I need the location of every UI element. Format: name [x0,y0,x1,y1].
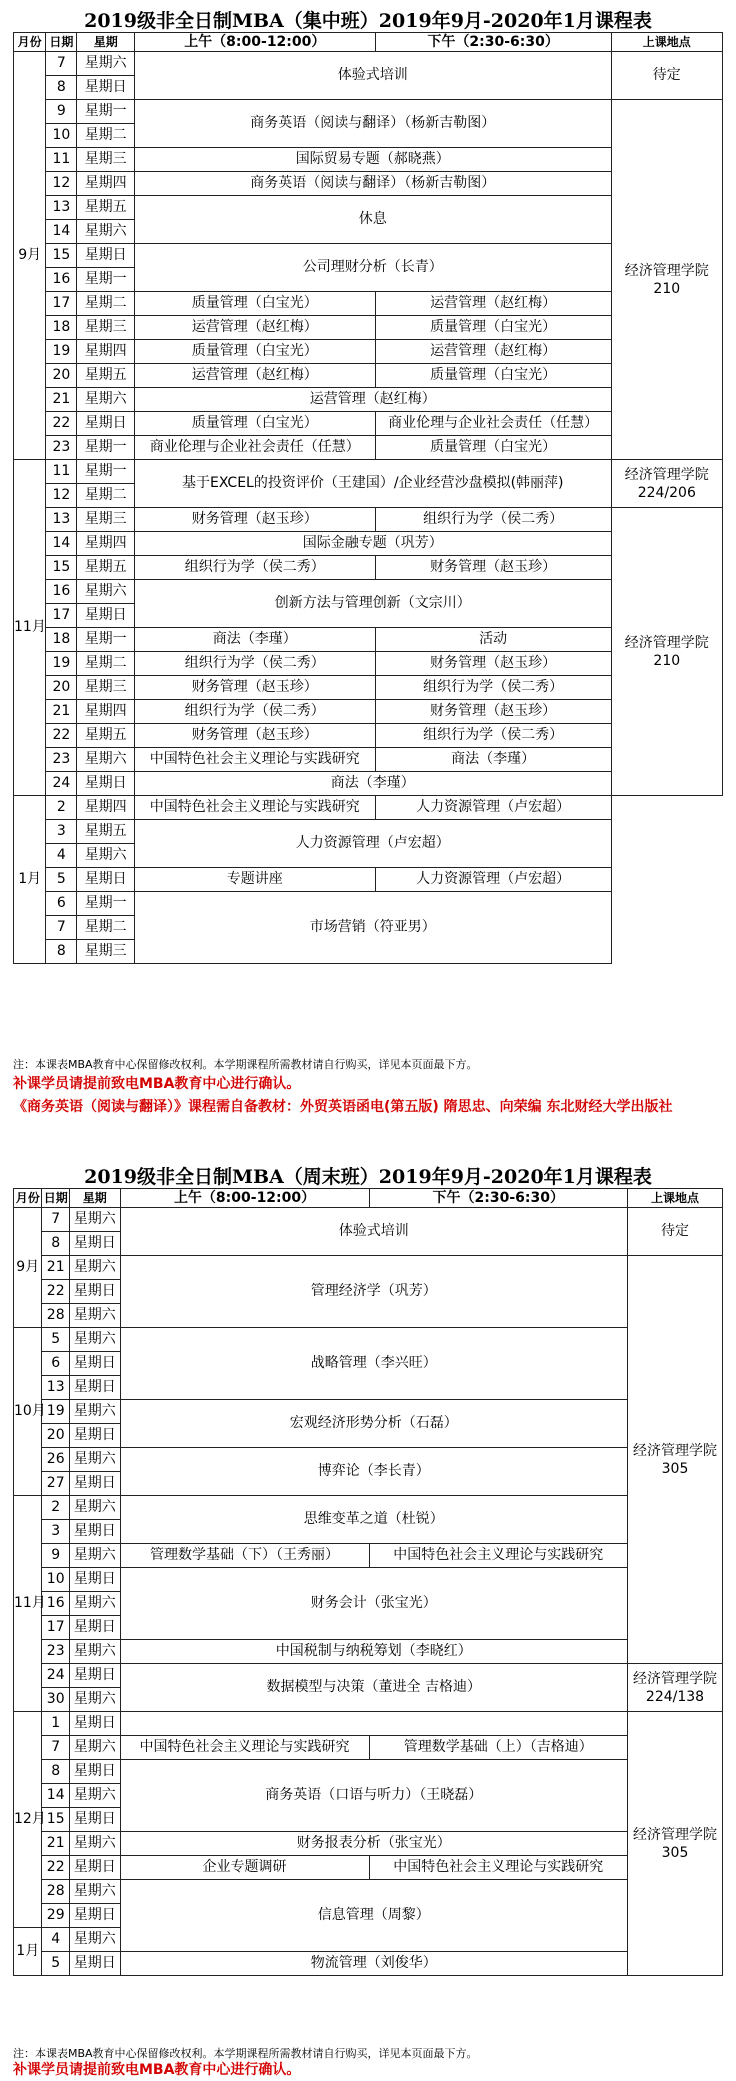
date-cell: 6 [42,1352,69,1376]
table-row [14,1568,723,1592]
weekday-cell: 星期六 [69,1208,120,1232]
course-cell: 质量管理（白宝光） [134,292,375,316]
course-cell: 中国税制与纳税筹划（李晓红） [120,1640,627,1664]
weekday-cell: 星期日 [69,1352,120,1376]
course-cell: 中国特色社会主义理论与实践研究 [369,1544,627,1568]
header-date: 日期 [46,33,77,52]
date-cell: 15 [46,556,77,580]
date-cell: 2 [42,1496,69,1520]
date-cell: 2 [46,796,77,820]
date-cell: 13 [46,508,77,532]
course-cell: 商法（李瑾） [134,772,611,796]
weekday-cell: 星期一 [77,268,134,292]
date-cell: 7 [42,1736,69,1760]
course-cell: 国际金融专题（巩芳） [134,532,611,556]
header-afternoon: 下午（2:30-6:30） [369,1189,627,1208]
location-cell: 待定 [611,52,722,100]
course-cell: 商法（李瑾） [375,748,611,772]
date-cell: 27 [42,1472,69,1496]
course-cell: 管理数学基础（下）（王秀丽） [120,1544,369,1568]
weekday-cell: 星期六 [77,388,134,412]
weekday-cell: 星期五 [77,196,134,220]
weekday-cell: 星期一 [77,460,134,484]
date-cell: 21 [42,1256,69,1280]
month-cell: 9月 [14,52,46,460]
date-cell: 16 [46,580,77,604]
date-cell: 22 [46,724,77,748]
table-row [14,1712,723,1736]
date-cell: 23 [42,1640,69,1664]
date-cell: 10 [46,124,77,148]
month-cell: 11月 [14,460,46,796]
table-row [14,1760,723,1784]
date-cell: 9 [42,1544,69,1568]
weekday-cell: 星期三 [77,148,134,172]
date-cell: 6 [46,892,77,916]
schedule-table-weekend [13,1188,723,1976]
month-cell: 1月 [14,1928,42,1976]
table-row [14,1736,723,1760]
course-cell: 组织行为学（侯二秀） [375,724,611,748]
course-cell: 管理数学基础（上）（吉格迪） [369,1736,627,1760]
table-row [14,1664,723,1688]
date-cell: 8 [42,1232,69,1256]
date-cell: 16 [46,268,77,292]
date-cell: 14 [46,220,77,244]
course-cell: 中国特色社会主义理论与实践研究 [134,748,375,772]
course-cell: 人力资源管理（卢宏超） [375,868,611,892]
date-cell: 30 [42,1688,69,1712]
date-cell: 17 [46,292,77,316]
location-cell: 经济管理学院210 [611,508,722,796]
weekday-cell: 星期六 [69,1592,120,1616]
date-cell: 19 [46,340,77,364]
table-row [14,820,723,844]
date-cell: 24 [46,772,77,796]
date-cell: 14 [42,1784,69,1808]
course-cell: 宏观经济形势分析（石磊） [120,1400,627,1448]
weekday-cell: 星期日 [69,1808,120,1832]
weekday-cell: 星期日 [69,1712,120,1736]
course-cell: 信息管理（周黎） [120,1880,627,1952]
weekday-cell: 星期四 [77,172,134,196]
header-weekday: 星期 [77,33,134,52]
course-cell: 公司理财分析（长青） [134,244,611,292]
weekday-cell: 星期四 [77,340,134,364]
weekday-cell: 星期日 [69,1760,120,1784]
location-cell: 待定 [628,1208,723,1256]
course-cell: 商务英语（口语与听力）（王晓磊） [120,1760,627,1832]
header-weekday: 星期 [69,1189,120,1208]
date-cell: 20 [46,676,77,700]
weekday-cell: 星期日 [77,76,134,100]
table2-makeup-notice: 补课学员请提前致电MBA教育中心进行确认。 [13,2062,301,2078]
table-row [14,52,723,76]
course-cell: 基于EXCEL的投资评价（王建国）/企业经营沙盘模拟(韩丽萍) [134,460,611,508]
weekday-cell: 星期五 [77,820,134,844]
date-cell: 26 [42,1448,69,1472]
course-cell: 运营管理（赵红梅） [375,340,611,364]
course-cell: 体验式培训 [134,52,611,100]
course-cell: 数据模型与决策（董进全 吉格迪） [120,1664,627,1712]
table-row [14,1880,723,1904]
course-cell: 组织行为学（侯二秀） [375,676,611,700]
table1-title: 2019级非全日制MBA（集中班）2019年9月-2020年1月课程表 [84,10,652,32]
date-cell: 8 [46,940,77,964]
date-cell: 17 [46,604,77,628]
table-header [14,33,723,52]
date-cell: 28 [42,1880,69,1904]
weekday-cell: 星期四 [77,532,134,556]
date-cell: 23 [46,436,77,460]
table-row [14,100,723,124]
date-cell: 22 [42,1856,69,1880]
date-cell: 19 [46,652,77,676]
weekday-cell: 星期六 [69,1640,120,1664]
weekday-cell: 星期二 [77,652,134,676]
course-cell: 财务管理（赵玉珍） [375,652,611,676]
date-cell: 12 [46,484,77,508]
location-cell: 经济管理学院305 [628,1712,723,1976]
date-cell: 14 [46,532,77,556]
weekday-cell: 星期五 [77,364,134,388]
course-cell: 物流管理（刘俊华） [120,1952,627,1976]
weekday-cell: 星期六 [69,1544,120,1568]
weekday-cell: 星期三 [77,940,134,964]
date-cell: 18 [46,316,77,340]
course-cell: 质量管理（白宝光） [134,412,375,436]
course-cell: 财务管理（赵玉珍） [375,700,611,724]
course-cell: 组织行为学（侯二秀） [134,556,375,580]
table-header [14,1189,723,1208]
weekday-cell: 星期日 [77,412,134,436]
course-cell: 人力资源管理（卢宏超） [375,796,611,820]
course-cell: 中国特色社会主义理论与实践研究 [369,1856,627,1880]
date-cell: 10 [42,1568,69,1592]
table-row [14,892,723,916]
weekday-cell: 星期日 [69,1424,120,1448]
weekday-cell: 星期六 [69,1448,120,1472]
weekday-cell: 星期二 [77,484,134,508]
date-cell: 23 [46,748,77,772]
course-cell: 中国特色社会主义理论与实践研究 [120,1736,369,1760]
date-cell: 8 [42,1760,69,1784]
course-cell: 运营管理（赵红梅） [134,388,611,412]
date-cell: 11 [46,148,77,172]
weekday-cell: 星期日 [69,1856,120,1880]
course-cell: 商务英语（阅读与翻译）（杨新吉勒图） [134,172,611,196]
header-morning: 上午（8:00-12:00） [120,1189,369,1208]
course-cell: 中国特色社会主义理论与实践研究 [134,796,375,820]
weekday-cell: 星期日 [69,1232,120,1256]
header-month: 月份 [14,33,46,52]
weekday-cell: 星期三 [77,316,134,340]
course-cell: 商业伦理与企业社会责任（任慧） [134,436,375,460]
date-cell: 5 [42,1952,69,1976]
course-cell: 博弈论（李长青） [120,1448,627,1496]
course-cell: 组织行为学（侯二秀） [134,652,375,676]
month-cell: 10月 [14,1328,42,1496]
weekday-cell: 星期六 [69,1736,120,1760]
weekday-cell: 星期日 [69,1904,120,1928]
course-cell: 商务英语（阅读与翻译）（杨新吉勒图） [134,100,611,148]
table-row [14,1448,723,1472]
course-cell: 运营管理（赵红梅） [134,316,375,340]
table2-title: 2019级非全日制MBA（周末班）2019年9月-2020年1月课程表 [84,1166,652,1188]
date-cell: 4 [42,1928,69,1952]
date-cell: 11 [46,460,77,484]
date-cell: 5 [46,868,77,892]
date-cell: 20 [42,1424,69,1448]
table-row [14,1496,723,1520]
table-row [14,1208,723,1232]
course-cell: 创新方法与管理创新（文宗川） [134,580,611,628]
course-cell: 财务管理（赵玉珍） [134,724,375,748]
table-row [14,1952,723,1976]
date-cell: 22 [46,412,77,436]
weekday-cell: 星期六 [69,1784,120,1808]
table-row [14,1328,723,1352]
weekday-cell: 星期五 [77,724,134,748]
date-cell: 15 [46,244,77,268]
date-cell: 19 [42,1400,69,1424]
date-cell: 16 [42,1592,69,1616]
month-cell: 1月 [14,796,46,964]
course-cell: 专题讲座 [134,868,375,892]
course-cell: 质量管理（白宝光） [375,436,611,460]
location-cell: 经济管理学院224/138 [628,1664,723,1712]
weekday-cell: 星期六 [69,1400,120,1424]
table2-note: 注：本课表MBA教育中心保留修改权利。本学期课程所需教材请自行购买，详见本页面最下方。 [13,2047,478,2060]
weekday-cell: 星期一 [77,100,134,124]
header-date: 日期 [42,1189,69,1208]
weekday-cell: 星期日 [69,1280,120,1304]
table-row [14,1544,723,1568]
date-cell: 12 [46,172,77,196]
weekday-cell: 星期日 [77,868,134,892]
weekday-cell: 星期日 [69,1952,120,1976]
course-cell: 组织行为学（侯二秀） [375,508,611,532]
month-cell: 11月 [14,1496,42,1712]
schedule-table-intensive [13,32,723,964]
date-cell: 21 [46,388,77,412]
table1-note: 注：本课表MBA教育中心保留修改权利。本学期课程所需教材请自行购买，详见本页面最下方。 [13,1058,478,1071]
course-cell: 人力资源管理（卢宏超） [134,820,611,868]
location-cell: 经济管理学院224/206 [611,460,722,508]
course-cell: 商法（李瑾） [134,628,375,652]
header-morning: 上午（8:00-12:00） [134,33,375,52]
table-row [14,796,723,820]
course-cell: 财务管理（赵玉珍） [134,508,375,532]
table-row [14,508,723,532]
course-cell: 管理经济学（巩芳） [120,1256,627,1328]
table1-textbook-notice: 《商务英语（阅读与翻译）》课程需自备教材：外贸英语函电(第五版) 隋思忠、向荣编 东北财经大学出版社 [13,1099,673,1115]
date-cell: 21 [42,1832,69,1856]
date-cell: 24 [42,1664,69,1688]
weekday-cell: 星期二 [77,292,134,316]
location-cell: 经济管理学院210 [611,100,722,460]
weekday-cell: 星期六 [69,1688,120,1712]
weekday-cell: 星期六 [77,220,134,244]
weekday-cell: 星期一 [77,892,134,916]
table-row [14,1832,723,1856]
weekday-cell: 星期二 [77,916,134,940]
date-cell: 18 [46,628,77,652]
table-row [14,1640,723,1664]
date-cell: 4 [46,844,77,868]
date-cell: 3 [46,820,77,844]
course-cell: 质量管理（白宝光） [134,340,375,364]
course-cell: 财务管理（赵玉珍） [375,556,611,580]
date-cell: 17 [42,1616,69,1640]
header-month: 月份 [14,1189,42,1208]
weekday-cell: 星期日 [69,1472,120,1496]
table-row [14,868,723,892]
course-cell: 财务报表分析（张宝光） [120,1832,627,1856]
weekday-cell: 星期六 [69,1256,120,1280]
table1-makeup-notice: 补课学员请提前致电MBA教育中心进行确认。 [13,1076,301,1092]
weekday-cell: 星期二 [77,124,134,148]
weekday-cell: 星期六 [77,580,134,604]
course-cell: 休息 [134,196,611,244]
location-cell: 经济管理学院305 [628,1256,723,1664]
course-cell: 质量管理（白宝光） [375,316,611,340]
date-cell: 9 [46,100,77,124]
date-cell: 7 [42,1208,69,1232]
course-cell: 企业专题调研 [120,1856,369,1880]
course-cell: 组织行为学（侯二秀） [134,700,375,724]
header-afternoon: 下午（2:30-6:30） [375,33,611,52]
table-row [14,1856,723,1880]
date-cell: 5 [42,1328,69,1352]
course-cell: 运营管理（赵红梅） [134,364,375,388]
weekday-cell: 星期日 [69,1376,120,1400]
course-cell: 财务管理（赵玉珍） [134,676,375,700]
course-cell: 战略管理（李兴旺） [120,1328,627,1400]
course-cell: 国际贸易专题（郝晓燕） [134,148,611,172]
weekday-cell: 星期六 [69,1304,120,1328]
course-cell: 体验式培训 [120,1208,627,1256]
course-cell: 质量管理（白宝光） [375,364,611,388]
weekday-cell: 星期六 [77,748,134,772]
weekday-cell: 星期三 [77,508,134,532]
table-row [14,460,723,484]
header-location: 上课地点 [611,33,722,52]
header-location: 上课地点 [628,1189,723,1208]
date-cell: 21 [46,700,77,724]
weekday-cell: 星期日 [77,604,134,628]
course-cell: 商业伦理与企业社会责任（任慧） [375,412,611,436]
course-cell: 财务会计（张宝光） [120,1568,627,1640]
date-cell: 13 [42,1376,69,1400]
weekday-cell: 星期日 [69,1616,120,1640]
course-cell: 思维变革之道（杜锐） [120,1496,627,1544]
weekday-cell: 星期日 [69,1520,120,1544]
date-cell: 3 [42,1520,69,1544]
date-cell: 15 [42,1808,69,1832]
course-cell: 市场营销（符亚男） [134,892,611,964]
weekday-cell: 星期日 [77,772,134,796]
month-cell: 12月 [14,1712,42,1928]
date-cell: 13 [46,196,77,220]
course-cell: 活动 [375,628,611,652]
course-cell [120,1712,627,1736]
weekday-cell: 星期六 [77,52,134,76]
date-cell: 28 [42,1304,69,1328]
weekday-cell: 星期一 [77,628,134,652]
date-cell: 22 [42,1280,69,1304]
weekday-cell: 星期六 [69,1328,120,1352]
month-cell: 9月 [14,1208,42,1328]
weekday-cell: 星期日 [69,1568,120,1592]
date-cell: 8 [46,76,77,100]
table-row [14,1400,723,1424]
weekday-cell: 星期六 [77,844,134,868]
weekday-cell: 星期一 [77,436,134,460]
course-cell: 运营管理（赵红梅） [375,292,611,316]
weekday-cell: 星期六 [69,1928,120,1952]
weekday-cell: 星期三 [77,676,134,700]
weekday-cell: 星期四 [77,700,134,724]
date-cell: 20 [46,364,77,388]
date-cell: 7 [46,52,77,76]
weekday-cell: 星期日 [77,244,134,268]
table-row [14,1256,723,1280]
weekday-cell: 星期六 [69,1880,120,1904]
date-cell: 29 [42,1904,69,1928]
weekday-cell: 星期六 [69,1496,120,1520]
weekday-cell: 星期四 [77,796,134,820]
weekday-cell: 星期六 [69,1832,120,1856]
weekday-cell: 星期日 [69,1664,120,1688]
date-cell: 1 [42,1712,69,1736]
weekday-cell: 星期五 [77,556,134,580]
date-cell: 7 [46,916,77,940]
